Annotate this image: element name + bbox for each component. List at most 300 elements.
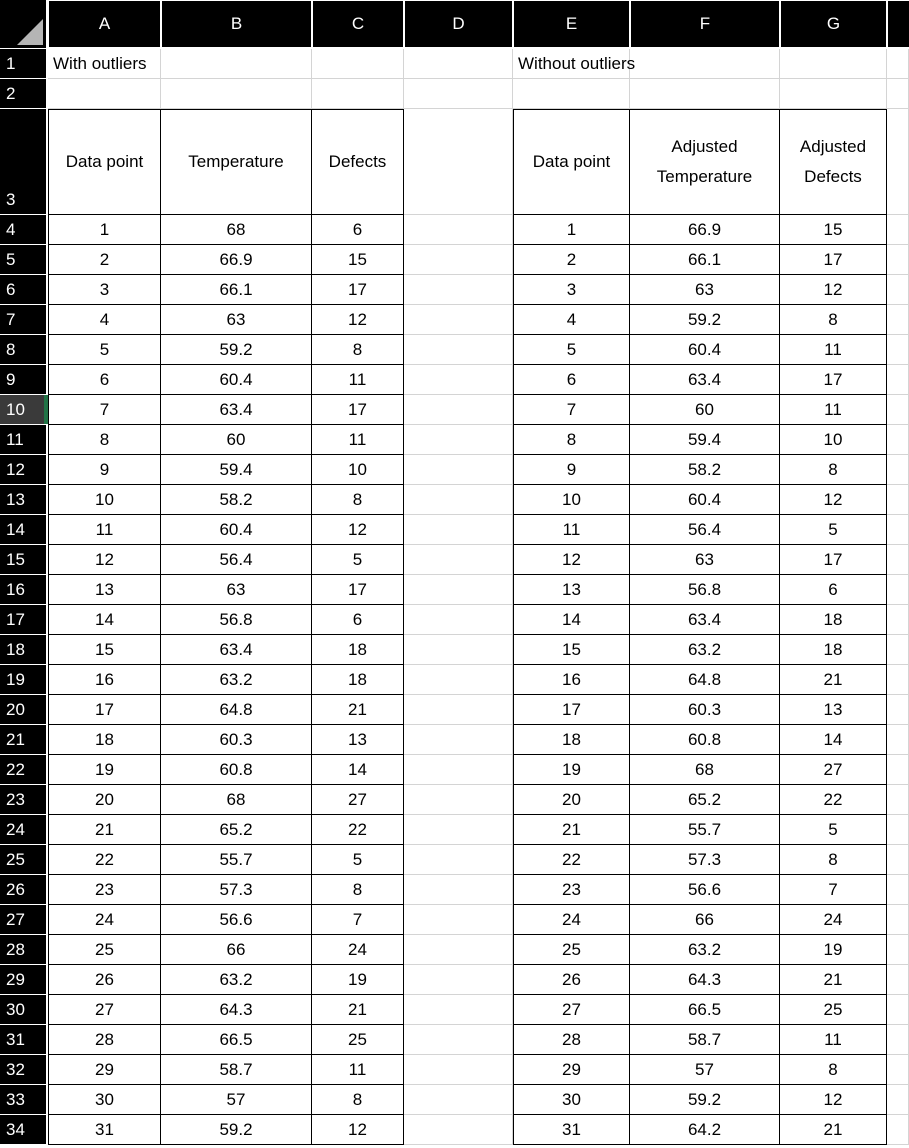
- cell-empty[interactable]: [312, 49, 404, 79]
- with-outliers-cell[interactable]: 6: [312, 605, 404, 635]
- cell-empty[interactable]: [404, 545, 513, 575]
- row-header-27[interactable]: 27: [0, 905, 46, 934]
- cell-empty[interactable]: [887, 545, 909, 575]
- row-header-25[interactable]: 25: [0, 845, 46, 874]
- row-header-15[interactable]: 15: [0, 545, 46, 574]
- without-outliers-cell[interactable]: 21: [513, 815, 630, 845]
- cell-empty[interactable]: [887, 49, 909, 79]
- with-outliers-cell[interactable]: 18: [312, 665, 404, 695]
- column-header-d[interactable]: D: [405, 1, 512, 47]
- row-header-17[interactable]: 17: [0, 605, 46, 634]
- without-outliers-cell[interactable]: 24: [513, 905, 630, 935]
- without-outliers-cell[interactable]: 57: [630, 1055, 780, 1085]
- cell-empty[interactable]: [887, 455, 909, 485]
- cell-empty[interactable]: [404, 695, 513, 725]
- without-outliers-cell[interactable]: 63.2: [630, 635, 780, 665]
- with-outliers-cell[interactable]: 60.4: [161, 515, 312, 545]
- without-outliers-cell[interactable]: 63.4: [630, 605, 780, 635]
- without-outliers-cell[interactable]: 57.3: [630, 845, 780, 875]
- cell-empty[interactable]: [404, 755, 513, 785]
- cell-empty[interactable]: [404, 109, 513, 215]
- with-outliers-cell[interactable]: 21: [312, 695, 404, 725]
- with-outliers-cell[interactable]: 8: [312, 1085, 404, 1115]
- without-outliers-cell[interactable]: 23: [513, 875, 630, 905]
- row-header-9[interactable]: 9: [0, 365, 46, 394]
- with-outliers-cell[interactable]: 63.4: [161, 395, 312, 425]
- without-outliers-cell[interactable]: 59.2: [630, 305, 780, 335]
- cell-empty[interactable]: [887, 109, 909, 215]
- with-outliers-cell[interactable]: 31: [48, 1115, 161, 1145]
- cell-empty[interactable]: [404, 335, 513, 365]
- with-outliers-cell[interactable]: 17: [312, 575, 404, 605]
- cell-empty[interactable]: [404, 395, 513, 425]
- column-header-c[interactable]: C: [313, 1, 403, 47]
- cell-empty[interactable]: [887, 755, 909, 785]
- without-outliers-cell[interactable]: 1: [513, 215, 630, 245]
- row-header-6[interactable]: 6: [0, 275, 46, 304]
- without-outliers-cell[interactable]: 10: [513, 485, 630, 515]
- with-outliers-cell[interactable]: 60.8: [161, 755, 312, 785]
- with-outliers-cell[interactable]: 64.8: [161, 695, 312, 725]
- cell-empty[interactable]: [887, 575, 909, 605]
- with-outliers-cell[interactable]: 11: [48, 515, 161, 545]
- without-outliers-cell[interactable]: 60.3: [630, 695, 780, 725]
- without-outliers-cell[interactable]: 8: [780, 1055, 887, 1085]
- with-outliers-cell[interactable]: 21: [48, 815, 161, 845]
- with-outliers-cell[interactable]: 24: [312, 935, 404, 965]
- row-header-33[interactable]: 33: [0, 1085, 46, 1114]
- cell-empty[interactable]: [887, 725, 909, 755]
- with-outliers-cell[interactable]: 59.2: [161, 1115, 312, 1145]
- without-outliers-cell[interactable]: 24: [780, 905, 887, 935]
- with-outliers-cell[interactable]: 17: [312, 395, 404, 425]
- cell-empty[interactable]: [404, 425, 513, 455]
- without-outliers-cell[interactable]: 60.4: [630, 335, 780, 365]
- without-outliers-cell[interactable]: 60: [630, 395, 780, 425]
- cell-empty[interactable]: [404, 455, 513, 485]
- cell-empty[interactable]: [887, 1025, 909, 1055]
- with-outliers-cell[interactable]: 64.3: [161, 995, 312, 1025]
- without-outliers-cell[interactable]: 27: [513, 995, 630, 1025]
- without-outliers-cell[interactable]: 9: [513, 455, 630, 485]
- with-outliers-cell[interactable]: 29: [48, 1055, 161, 1085]
- with-outliers-cell[interactable]: 18: [48, 725, 161, 755]
- without-outliers-cell[interactable]: 56.6: [630, 875, 780, 905]
- without-outliers-cell[interactable]: 60.8: [630, 725, 780, 755]
- without-outliers-cell[interactable]: 5: [780, 515, 887, 545]
- cell-empty[interactable]: [404, 785, 513, 815]
- cell-empty[interactable]: [887, 305, 909, 335]
- with-outliers-cell[interactable]: 1: [48, 215, 161, 245]
- without-outliers-cell[interactable]: 8: [513, 425, 630, 455]
- row-header-16[interactable]: 16: [0, 575, 46, 604]
- row-header-29[interactable]: 29: [0, 965, 46, 994]
- with-outliers-cell[interactable]: 12: [312, 305, 404, 335]
- cell-empty[interactable]: [887, 425, 909, 455]
- with-outliers-cell[interactable]: 63.2: [161, 965, 312, 995]
- cell-empty[interactable]: [887, 935, 909, 965]
- cell-empty[interactable]: [404, 605, 513, 635]
- with-outliers-cell[interactable]: 27: [48, 995, 161, 1025]
- with-outliers-cell[interactable]: 68: [161, 785, 312, 815]
- cell-empty[interactable]: [404, 725, 513, 755]
- cell-empty[interactable]: [887, 995, 909, 1025]
- without-outliers-cell[interactable]: 60.4: [630, 485, 780, 515]
- without-outliers-cell[interactable]: 5: [780, 815, 887, 845]
- with-outliers-cell[interactable]: 58.2: [161, 485, 312, 515]
- row-header-24[interactable]: 24: [0, 815, 46, 844]
- cell-empty[interactable]: [161, 79, 312, 109]
- cell-empty[interactable]: [404, 515, 513, 545]
- without-outliers-cell[interactable]: 15: [513, 635, 630, 665]
- cell-empty[interactable]: [404, 935, 513, 965]
- with-outliers-cell[interactable]: 6: [312, 215, 404, 245]
- cell-empty[interactable]: [887, 275, 909, 305]
- cell-empty[interactable]: [887, 965, 909, 995]
- with-outliers-cell[interactable]: 5: [48, 335, 161, 365]
- row-header-8[interactable]: 8: [0, 335, 46, 364]
- with-outliers-cell[interactable]: 60.3: [161, 725, 312, 755]
- cell-empty[interactable]: [404, 365, 513, 395]
- without-outliers-cell[interactable]: 66.1: [630, 245, 780, 275]
- cell-empty[interactable]: [887, 365, 909, 395]
- with-outliers-cell[interactable]: 15: [312, 245, 404, 275]
- cell-empty[interactable]: [887, 875, 909, 905]
- cell-empty[interactable]: [887, 245, 909, 275]
- with-outliers-cell[interactable]: 6: [48, 365, 161, 395]
- without-outliers-cell[interactable]: 66.9: [630, 215, 780, 245]
- with-outliers-cell[interactable]: 19: [48, 755, 161, 785]
- with-outliers-cell[interactable]: 63: [161, 575, 312, 605]
- without-outliers-cell[interactable]: 29: [513, 1055, 630, 1085]
- with-outliers-cell[interactable]: 11: [312, 425, 404, 455]
- with-outliers-cell[interactable]: 19: [312, 965, 404, 995]
- row-header-11[interactable]: 11: [0, 425, 46, 454]
- cell-empty[interactable]: [887, 485, 909, 515]
- without-outliers-cell[interactable]: 19: [780, 935, 887, 965]
- column-header-a[interactable]: A: [49, 1, 160, 47]
- without-outliers-cell[interactable]: 22: [513, 845, 630, 875]
- without-outliers-cell[interactable]: 17: [780, 545, 887, 575]
- with-outliers-cell[interactable]: 4: [48, 305, 161, 335]
- with-outliers-cell[interactable]: 21: [312, 995, 404, 1025]
- without-outliers-cell[interactable]: 13: [780, 695, 887, 725]
- with-outliers-cell[interactable]: 14: [312, 755, 404, 785]
- with-outliers-cell[interactable]: 63.4: [161, 635, 312, 665]
- with-outliers-cell[interactable]: 25: [48, 935, 161, 965]
- cell-empty[interactable]: [887, 395, 909, 425]
- cell-empty[interactable]: [404, 875, 513, 905]
- cell-empty[interactable]: [404, 245, 513, 275]
- row-header-28[interactable]: 28: [0, 935, 46, 964]
- cell-empty[interactable]: [404, 79, 513, 109]
- cell-empty[interactable]: [404, 965, 513, 995]
- with-outliers-cell[interactable]: 23: [48, 875, 161, 905]
- column-header-e[interactable]: E: [514, 1, 629, 47]
- with-outliers-cell[interactable]: 66.5: [161, 1025, 312, 1055]
- row-header-18[interactable]: 18: [0, 635, 46, 664]
- without-outliers-cell[interactable]: 14: [780, 725, 887, 755]
- column-header-b[interactable]: B: [162, 1, 311, 47]
- cell-empty[interactable]: [312, 79, 404, 109]
- cell-empty[interactable]: [404, 1025, 513, 1055]
- without-outliers-cell[interactable]: 12: [780, 1085, 887, 1115]
- without-outliers-cell[interactable]: 59.4: [630, 425, 780, 455]
- row-header-12[interactable]: 12: [0, 455, 46, 484]
- cell-empty[interactable]: [404, 215, 513, 245]
- without-outliers-cell[interactable]: 8: [780, 305, 887, 335]
- without-outliers-cell[interactable]: 21: [780, 965, 887, 995]
- with-outliers-cell[interactable]: 22: [48, 845, 161, 875]
- without-outliers-cell[interactable]: 58.7: [630, 1025, 780, 1055]
- cell-empty[interactable]: [887, 335, 909, 365]
- without-outliers-cell[interactable]: 18: [780, 635, 887, 665]
- with-outliers-cell[interactable]: 11: [312, 365, 404, 395]
- with-outliers-cell[interactable]: 56.6: [161, 905, 312, 935]
- cell-empty[interactable]: [404, 305, 513, 335]
- column-header-g[interactable]: G: [781, 1, 886, 47]
- row-header-31[interactable]: 31: [0, 1025, 46, 1054]
- without-outliers-cell[interactable]: 12: [780, 485, 887, 515]
- with-outliers-cell[interactable]: 60.4: [161, 365, 312, 395]
- without-outliers-cell[interactable]: 12: [513, 545, 630, 575]
- with-outliers-cell[interactable]: 20: [48, 785, 161, 815]
- without-outliers-cell[interactable]: 58.2: [630, 455, 780, 485]
- cell-empty[interactable]: [404, 1055, 513, 1085]
- cell-empty[interactable]: [404, 575, 513, 605]
- without-outliers-cell[interactable]: 63.2: [630, 935, 780, 965]
- with-outliers-cell[interactable]: 7: [48, 395, 161, 425]
- without-outliers-cell[interactable]: 11: [780, 395, 887, 425]
- without-outliers-cell[interactable]: 22: [780, 785, 887, 815]
- without-outliers-cell[interactable]: 11: [780, 335, 887, 365]
- with-outliers-cell[interactable]: 60: [161, 425, 312, 455]
- with-outliers-cell[interactable]: 65.2: [161, 815, 312, 845]
- row-header-34[interactable]: 34: [0, 1115, 46, 1144]
- with-outliers-cell[interactable]: 8: [312, 485, 404, 515]
- without-outliers-cell[interactable]: 21: [780, 1115, 887, 1145]
- without-outliers-cell[interactable]: 16: [513, 665, 630, 695]
- without-outliers-cell[interactable]: 10: [780, 425, 887, 455]
- cell-empty[interactable]: [404, 815, 513, 845]
- without-outliers-cell[interactable]: 11: [513, 515, 630, 545]
- without-outliers-cell[interactable]: 56.8: [630, 575, 780, 605]
- without-outliers-cell[interactable]: 27: [780, 755, 887, 785]
- cell-empty[interactable]: [887, 1115, 909, 1145]
- cell-empty[interactable]: [404, 905, 513, 935]
- with-outliers-cell[interactable]: 63.2: [161, 665, 312, 695]
- with-outliers-cell[interactable]: 14: [48, 605, 161, 635]
- without-outliers-cell[interactable]: 19: [513, 755, 630, 785]
- without-outliers-cell[interactable]: 55.7: [630, 815, 780, 845]
- without-outliers-cell[interactable]: 17: [513, 695, 630, 725]
- with-outliers-cell[interactable]: 18: [312, 635, 404, 665]
- without-outliers-cell[interactable]: 63: [630, 275, 780, 305]
- row-header-30[interactable]: 30: [0, 995, 46, 1024]
- row-header-4[interactable]: 4: [0, 215, 46, 244]
- with-outliers-cell[interactable]: 28: [48, 1025, 161, 1055]
- without-outliers-cell[interactable]: 3: [513, 275, 630, 305]
- without-outliers-cell[interactable]: 18: [513, 725, 630, 755]
- cell-empty[interactable]: [404, 665, 513, 695]
- without-outliers-cell[interactable]: 31: [513, 1115, 630, 1145]
- row-header-14[interactable]: 14: [0, 515, 46, 544]
- with-outliers-cell[interactable]: 5: [312, 545, 404, 575]
- without-outliers-cell[interactable]: 20: [513, 785, 630, 815]
- column-header-extra[interactable]: [888, 1, 909, 47]
- without-outliers-cell[interactable]: 63.4: [630, 365, 780, 395]
- row-header-5[interactable]: 5: [0, 245, 46, 274]
- without-outliers-cell[interactable]: 13: [513, 575, 630, 605]
- without-outliers-cell[interactable]: 17: [780, 365, 887, 395]
- without-outliers-cell[interactable]: 21: [780, 665, 887, 695]
- without-outliers-cell[interactable]: 7: [513, 395, 630, 425]
- with-outliers-cell[interactable]: 8: [312, 335, 404, 365]
- without-outliers-cell[interactable]: 66.5: [630, 995, 780, 1025]
- cell-empty[interactable]: [887, 695, 909, 725]
- row-header-10[interactable]: 10: [0, 395, 46, 424]
- row-header-32[interactable]: 32: [0, 1055, 46, 1084]
- with-outliers-cell[interactable]: 2: [48, 245, 161, 275]
- with-outliers-cell[interactable]: 13: [312, 725, 404, 755]
- row-header-20[interactable]: 20: [0, 695, 46, 724]
- without-outliers-cell[interactable]: 25: [513, 935, 630, 965]
- with-outliers-cell[interactable]: 3: [48, 275, 161, 305]
- with-outliers-cell[interactable]: 10: [312, 455, 404, 485]
- row-header-23[interactable]: 23: [0, 785, 46, 814]
- without-outliers-cell[interactable]: 14: [513, 605, 630, 635]
- without-outliers-cell[interactable]: 59.2: [630, 1085, 780, 1115]
- without-outliers-cell[interactable]: 64.2: [630, 1115, 780, 1145]
- cell-empty[interactable]: [404, 845, 513, 875]
- without-outliers-cell[interactable]: 64.8: [630, 665, 780, 695]
- with-outliers-cell[interactable]: 22: [312, 815, 404, 845]
- with-outliers-cell[interactable]: 26: [48, 965, 161, 995]
- row-header-2[interactable]: 2: [0, 79, 46, 108]
- cell-empty[interactable]: [887, 785, 909, 815]
- select-all-corner[interactable]: [0, 0, 46, 48]
- with-outliers-cell[interactable]: 30: [48, 1085, 161, 1115]
- row-header-3[interactable]: 3: [0, 109, 46, 214]
- cell-empty[interactable]: [404, 995, 513, 1025]
- without-outliers-cell[interactable]: 66: [630, 905, 780, 935]
- cell-empty[interactable]: [887, 905, 909, 935]
- column-header-f[interactable]: F: [631, 1, 779, 47]
- with-outliers-cell[interactable]: 17: [48, 695, 161, 725]
- without-outliers-cell[interactable]: 25: [780, 995, 887, 1025]
- with-outliers-cell[interactable]: 10: [48, 485, 161, 515]
- with-outliers-cell[interactable]: 58.7: [161, 1055, 312, 1085]
- with-outliers-cell[interactable]: 16: [48, 665, 161, 695]
- with-outliers-cell[interactable]: 57.3: [161, 875, 312, 905]
- cell-empty[interactable]: [780, 49, 887, 79]
- with-outliers-cell[interactable]: 56.4: [161, 545, 312, 575]
- with-outliers-cell[interactable]: 25: [312, 1025, 404, 1055]
- cell-empty[interactable]: [513, 79, 630, 109]
- cell-empty[interactable]: [887, 1055, 909, 1085]
- cell-empty[interactable]: [404, 275, 513, 305]
- cell-empty[interactable]: [780, 79, 887, 109]
- with-outliers-cell[interactable]: 7: [312, 905, 404, 935]
- cell-empty[interactable]: [404, 1115, 513, 1145]
- cell-empty[interactable]: [48, 79, 161, 109]
- with-outliers-cell[interactable]: 9: [48, 455, 161, 485]
- with-outliers-cell[interactable]: 8: [48, 425, 161, 455]
- with-outliers-cell[interactable]: 12: [48, 545, 161, 575]
- without-outliers-cell[interactable]: 2: [513, 245, 630, 275]
- without-outliers-cell[interactable]: 65.2: [630, 785, 780, 815]
- with-outliers-cell[interactable]: 57: [161, 1085, 312, 1115]
- row-header-21[interactable]: 21: [0, 725, 46, 754]
- without-outliers-cell[interactable]: 8: [780, 455, 887, 485]
- row-header-22[interactable]: 22: [0, 755, 46, 784]
- with-outliers-cell[interactable]: 59.2: [161, 335, 312, 365]
- without-outliers-cell[interactable]: 6: [513, 365, 630, 395]
- with-outliers-cell[interactable]: 63: [161, 305, 312, 335]
- cell-empty[interactable]: [887, 79, 909, 109]
- without-outliers-cell[interactable]: 11: [780, 1025, 887, 1055]
- without-outliers-cell[interactable]: 4: [513, 305, 630, 335]
- row-header-19[interactable]: 19: [0, 665, 46, 694]
- with-outliers-cell[interactable]: 56.8: [161, 605, 312, 635]
- with-outliers-cell[interactable]: 24: [48, 905, 161, 935]
- with-outliers-cell[interactable]: 11: [312, 1055, 404, 1085]
- with-outliers-cell[interactable]: 12: [312, 1115, 404, 1145]
- cell-empty[interactable]: [404, 1085, 513, 1115]
- row-header-7[interactable]: 7: [0, 305, 46, 334]
- without-outliers-cell[interactable]: 7: [780, 875, 887, 905]
- with-outliers-cell[interactable]: 66: [161, 935, 312, 965]
- without-outliers-cell[interactable]: 5: [513, 335, 630, 365]
- without-outliers-cell[interactable]: 64.3: [630, 965, 780, 995]
- cell-empty[interactable]: [404, 485, 513, 515]
- row-header-26[interactable]: 26: [0, 875, 46, 904]
- cell-empty[interactable]: [887, 1085, 909, 1115]
- without-outliers-cell[interactable]: 18: [780, 605, 887, 635]
- with-outliers-cell[interactable]: 55.7: [161, 845, 312, 875]
- without-outliers-cell[interactable]: 30: [513, 1085, 630, 1115]
- with-outliers-cell[interactable]: 66.9: [161, 245, 312, 275]
- cell-empty[interactable]: [404, 49, 513, 79]
- with-outliers-cell[interactable]: 8: [312, 875, 404, 905]
- with-outliers-cell[interactable]: 66.1: [161, 275, 312, 305]
- with-outliers-cell[interactable]: 15: [48, 635, 161, 665]
- cell-empty[interactable]: [887, 215, 909, 245]
- with-outliers-cell[interactable]: 13: [48, 575, 161, 605]
- without-outliers-cell[interactable]: 28: [513, 1025, 630, 1055]
- cell-empty[interactable]: [404, 635, 513, 665]
- without-outliers-cell[interactable]: 8: [780, 845, 887, 875]
- with-outliers-cell[interactable]: 17: [312, 275, 404, 305]
- cell-empty[interactable]: [887, 635, 909, 665]
- without-outliers-cell[interactable]: 26: [513, 965, 630, 995]
- row-header-1[interactable]: 1: [0, 49, 46, 78]
- cell-empty[interactable]: [887, 605, 909, 635]
- without-outliers-cell[interactable]: 63: [630, 545, 780, 575]
- without-outliers-cell[interactable]: 56.4: [630, 515, 780, 545]
- with-outliers-cell[interactable]: 12: [312, 515, 404, 545]
- with-outliers-cell[interactable]: 5: [312, 845, 404, 875]
- without-outliers-cell[interactable]: 68: [630, 755, 780, 785]
- without-outliers-cell[interactable]: 6: [780, 575, 887, 605]
- without-outliers-cell[interactable]: 12: [780, 275, 887, 305]
- with-outliers-cell[interactable]: 27: [312, 785, 404, 815]
- row-header-13[interactable]: 13: [0, 485, 46, 514]
- with-outliers-cell[interactable]: 68: [161, 215, 312, 245]
- without-outliers-cell[interactable]: 17: [780, 245, 887, 275]
- cell-empty[interactable]: [887, 665, 909, 695]
- cell-empty[interactable]: [630, 79, 780, 109]
